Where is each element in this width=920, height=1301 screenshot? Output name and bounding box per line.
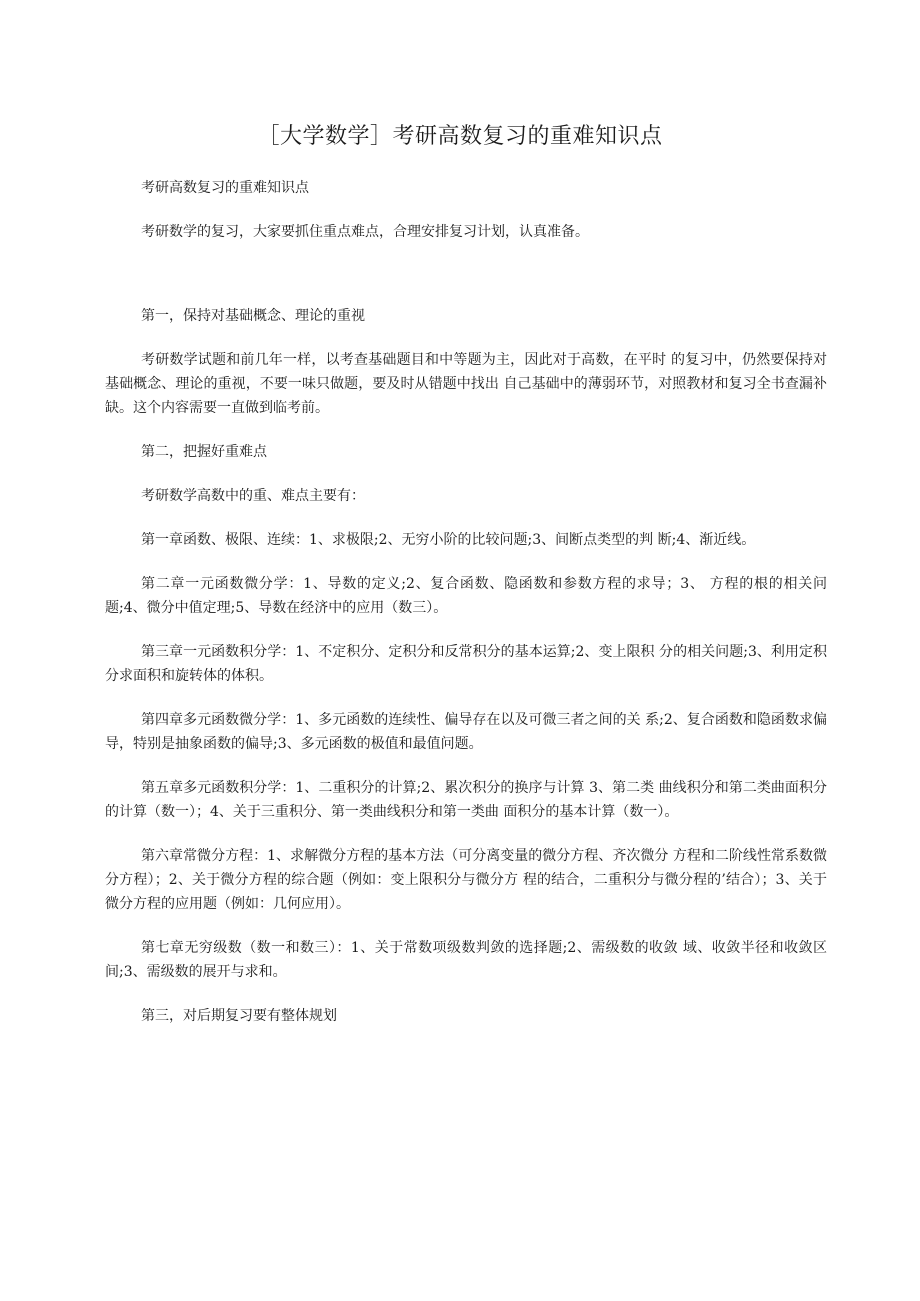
paragraph-subtitle: 考研高数复习的重难知识点 (141, 180, 309, 196)
document-body (105, 176, 827, 1048)
paragraph-chapter-2: 第二章一元函数微分学：1、导数的定义;2、复合函数、隐函数和参数方程的求导；3、 方程的根的相关问题;4、微分中值定理;5、导数在经济中的应用（数三）。 (105, 576, 827, 616)
paragraph-basics: 考研数学试题和前几年一样，以考查基础题目和中等题为主，因此对于高数，在平时 的复习中，仍然要保持对基础概念、理论的重视，不要一味只做题，要及时从错题中找出 自己基础中的薄弱环节，对照教材和复习全书查漏补缺。这个内容需要一直做到临考前。 (105, 352, 827, 416)
paragraph-intro: 考研数学的复习，大家要抓住重点难点，合理安排复习计划，认真准备。 (141, 224, 589, 240)
section-heading-second: 第二，把握好重难点 (141, 444, 267, 460)
document-title: ［大学数学］考研高数复习的重难知识点 (257, 124, 663, 149)
section-heading-third: 第三，对后期复习要有整体规划 (141, 1008, 337, 1024)
paragraph-chapter-4: 第四章多元函数微分学：1、多元函数的连续性、偏导存在以及可微三者之间的关 系;2、复合函数和隐函数求偏导，特别是抽象函数的偏导;3、多元函数的极值和最值问题。 (105, 712, 827, 752)
paragraph-chapter-3: 第三章一元函数积分学：1、不定积分、定积分和反常积分的基本运算;2、变上限积 分的相关问题;3、利用定积分求面积和旋转体的体积。 (105, 644, 827, 684)
paragraph-chapter-6: 第六章常微分方程：1、求解微分方程的基本方法（可分离变量的微分方程、齐次微分 方程和二阶线性常系数微分方程）；2、关于微分方程的综合题（例如：变上限积分与微分方 程的结合，二重积分与微分程的’结合）；3、关于微分方程的应用题（例如：几何应用）。 (105, 848, 827, 912)
paragraph-chapter-7: 第七章无穷级数（数一和数三）：1、关于常数项级数判敛的选择题;2、需级数的收敛 域、收敛半径和收敛区间;3、需级数的展开与求和。 (105, 940, 827, 980)
paragraph-key-points-intro: 考研数学高数中的重、难点主要有： (141, 488, 365, 504)
paragraph-chapter-5: 第五章多元函数积分学：1、二重积分的计算;2、累次积分的换序与计算 3、第二类 曲线积分和第二类曲面积分的计算（数一）；4、关于三重积分、第一类曲线积分和第一类曲 面积分的基本计算（数一）。 (105, 780, 827, 820)
paragraph-chapter-1: 第一章函数、极限、连续：1、求极限;2、无穷小阶的比较问题;3、间断点类型的判 断;4、渐近线。 (141, 532, 756, 548)
section-heading-first: 第一，保持对基础概念、理论的重视 (141, 308, 365, 324)
